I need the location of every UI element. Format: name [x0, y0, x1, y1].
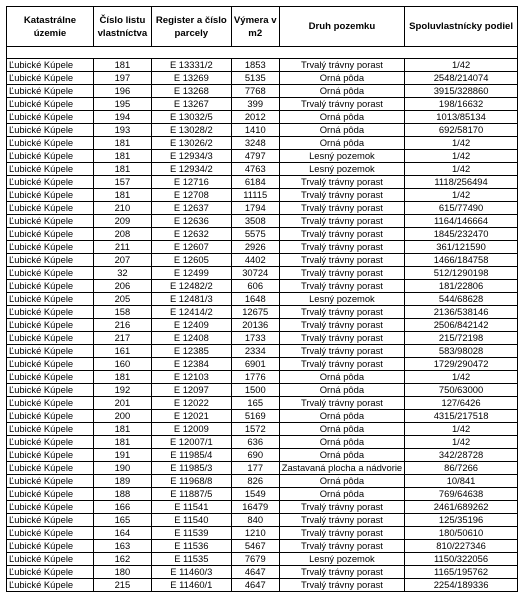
- table-row: [7, 189, 518, 202]
- cell-lv: 189: [93, 475, 151, 488]
- cell-druh: Trvalý trávny porast: [279, 579, 404, 592]
- cell-uzemie: Ľubické Kúpele: [7, 254, 94, 267]
- cell-uzemie: Ľubické Kúpele: [7, 202, 94, 215]
- cell-druh: Trvalý trávny porast: [279, 501, 404, 514]
- header-register: Register a číslo parcely: [151, 7, 231, 47]
- cell-druh: Trvalý trávny porast: [279, 306, 404, 319]
- header-uzemie: Katastrálne územie: [7, 7, 94, 47]
- cell-lv: 209: [93, 215, 151, 228]
- cell-druh: Trvalý trávny porast: [279, 189, 404, 202]
- cell-uzemie: Ľubické Kúpele: [7, 553, 94, 566]
- cell-register: E 12637: [151, 202, 231, 215]
- cell-uzemie: Ľubické Kúpele: [7, 501, 94, 514]
- cell-lv: 200: [93, 410, 151, 423]
- spacer-row: [7, 47, 518, 59]
- table-row: [7, 527, 518, 540]
- cell-vymera: 5169: [231, 410, 279, 423]
- cell-podiel: 2461/689262: [405, 501, 518, 514]
- cell-lv: 181: [93, 189, 151, 202]
- cell-uzemie: Ľubické Kúpele: [7, 358, 94, 371]
- cell-lv: 181: [93, 163, 151, 176]
- cell-druh: Trvalý trávny porast: [279, 98, 404, 111]
- cell-lv: 192: [93, 384, 151, 397]
- table-row: [7, 254, 518, 267]
- cell-register: E 12022: [151, 397, 231, 410]
- cell-register: E 12021: [151, 410, 231, 423]
- cell-register: E 12097: [151, 384, 231, 397]
- cell-podiel: 2548/214074: [405, 72, 518, 85]
- cell-lv: 166: [93, 501, 151, 514]
- cell-podiel: 1/42: [405, 150, 518, 163]
- cell-lv: 181: [93, 423, 151, 436]
- cell-druh: Trvalý trávny porast: [279, 254, 404, 267]
- cell-vymera: 20136: [231, 319, 279, 332]
- cell-uzemie: Ľubické Kúpele: [7, 527, 94, 540]
- cell-uzemie: Ľubické Kúpele: [7, 371, 94, 384]
- table-row: [7, 332, 518, 345]
- cell-uzemie: Ľubické Kúpele: [7, 85, 94, 98]
- cell-podiel: 1/42: [405, 59, 518, 72]
- cell-vymera: 12675: [231, 306, 279, 319]
- table-row: [7, 202, 518, 215]
- table-row: [7, 436, 518, 449]
- cell-podiel: 692/58170: [405, 124, 518, 137]
- cell-druh: Trvalý trávny porast: [279, 202, 404, 215]
- cell-register: E 12009: [151, 423, 231, 436]
- table-row: [7, 280, 518, 293]
- cell-register: E 13267: [151, 98, 231, 111]
- table-row: [7, 358, 518, 371]
- cell-uzemie: Ľubické Kúpele: [7, 293, 94, 306]
- cell-druh: Lesný pozemok: [279, 553, 404, 566]
- cell-uzemie: Ľubické Kúpele: [7, 345, 94, 358]
- cell-druh: Trvalý trávny porast: [279, 566, 404, 579]
- cell-uzemie: Ľubické Kúpele: [7, 59, 94, 72]
- cell-uzemie: Ľubické Kúpele: [7, 137, 94, 150]
- cell-lv: 205: [93, 293, 151, 306]
- cell-lv: 181: [93, 150, 151, 163]
- cell-register: E 13026/2: [151, 137, 231, 150]
- cell-druh: Trvalý trávny porast: [279, 319, 404, 332]
- cell-uzemie: Ľubické Kúpele: [7, 566, 94, 579]
- cell-druh: Orná pôda: [279, 111, 404, 124]
- cell-druh: Orná pôda: [279, 85, 404, 98]
- cell-podiel: 1118/256494: [405, 176, 518, 189]
- cell-uzemie: Ľubické Kúpele: [7, 215, 94, 228]
- cell-podiel: 1/42: [405, 163, 518, 176]
- cell-register: E 12103: [151, 371, 231, 384]
- cell-druh: Trvalý trávny porast: [279, 540, 404, 553]
- cell-lv: 215: [93, 579, 151, 592]
- cell-vymera: 690: [231, 449, 279, 462]
- cell-lv: 164: [93, 527, 151, 540]
- cell-lv: 181: [93, 59, 151, 72]
- cell-uzemie: Ľubické Kúpele: [7, 579, 94, 592]
- cell-druh: Trvalý trávny porast: [279, 345, 404, 358]
- cell-druh: Orná pôda: [279, 410, 404, 423]
- table-row: [7, 137, 518, 150]
- cell-register: E 12607: [151, 241, 231, 254]
- table-row: [7, 540, 518, 553]
- cell-podiel: 544/68628: [405, 293, 518, 306]
- cell-register: E 12408: [151, 332, 231, 345]
- cell-vymera: 3508: [231, 215, 279, 228]
- cell-podiel: 1150/322056: [405, 553, 518, 566]
- table-row: [7, 124, 518, 137]
- cell-register: E 11460/1: [151, 579, 231, 592]
- table-row: [7, 475, 518, 488]
- table-row: [7, 397, 518, 410]
- cell-lv: 208: [93, 228, 151, 241]
- cell-druh: Lesný pozemok: [279, 163, 404, 176]
- cell-register: E 11540: [151, 514, 231, 527]
- cell-lv: 197: [93, 72, 151, 85]
- cell-vymera: 5467: [231, 540, 279, 553]
- cell-druh: Trvalý trávny porast: [279, 358, 404, 371]
- cell-register: E 12482/2: [151, 280, 231, 293]
- cell-vymera: 1549: [231, 488, 279, 501]
- cell-vymera: 399: [231, 98, 279, 111]
- cell-lv: 191: [93, 449, 151, 462]
- cell-uzemie: Ľubické Kúpele: [7, 436, 94, 449]
- cell-lv: 160: [93, 358, 151, 371]
- cell-vymera: 2012: [231, 111, 279, 124]
- cell-podiel: 1466/184758: [405, 254, 518, 267]
- cell-lv: 180: [93, 566, 151, 579]
- cell-druh: Orná pôda: [279, 137, 404, 150]
- cell-register: E 12414/2: [151, 306, 231, 319]
- cell-druh: Orná pôda: [279, 449, 404, 462]
- cell-lv: 190: [93, 462, 151, 475]
- cell-podiel: 127/6426: [405, 397, 518, 410]
- cell-druh: Orná pôda: [279, 72, 404, 85]
- cell-druh: Orná pôda: [279, 475, 404, 488]
- cell-podiel: 3915/328860: [405, 85, 518, 98]
- cell-register: E 11968/8: [151, 475, 231, 488]
- cell-podiel: 1/42: [405, 189, 518, 202]
- header-row: [7, 7, 518, 47]
- table-row: [7, 98, 518, 111]
- cell-register: E 11535: [151, 553, 231, 566]
- cell-vymera: 1853: [231, 59, 279, 72]
- cell-podiel: 10/841: [405, 475, 518, 488]
- cell-uzemie: Ľubické Kúpele: [7, 241, 94, 254]
- cell-vymera: 11115: [231, 189, 279, 202]
- cell-register: E 12499: [151, 267, 231, 280]
- cell-vymera: 1733: [231, 332, 279, 345]
- cell-uzemie: Ľubické Kúpele: [7, 72, 94, 85]
- table-row: [7, 59, 518, 72]
- cell-druh: Trvalý trávny porast: [279, 332, 404, 345]
- cell-lv: 165: [93, 514, 151, 527]
- table-row: [7, 72, 518, 85]
- cell-lv: 157: [93, 176, 151, 189]
- header-vymera: Výmera v m2: [231, 7, 279, 47]
- cell-uzemie: Ľubické Kúpele: [7, 449, 94, 462]
- cell-podiel: 181/22806: [405, 280, 518, 293]
- cell-podiel: 1/42: [405, 371, 518, 384]
- cell-uzemie: Ľubické Kúpele: [7, 384, 94, 397]
- cell-druh: Trvalý trávny porast: [279, 176, 404, 189]
- header-druh: Druh pozemku: [279, 7, 404, 47]
- cell-lv: 193: [93, 124, 151, 137]
- cell-lv: 32: [93, 267, 151, 280]
- table-row: [7, 176, 518, 189]
- cell-druh: Trvalý trávny porast: [279, 59, 404, 72]
- cell-vymera: 3248: [231, 137, 279, 150]
- cell-register: E 12632: [151, 228, 231, 241]
- cell-vymera: 1410: [231, 124, 279, 137]
- table-row: [7, 306, 518, 319]
- table-row: [7, 111, 518, 124]
- cell-podiel: 1/42: [405, 436, 518, 449]
- cell-vymera: 5135: [231, 72, 279, 85]
- cell-druh: Orná pôda: [279, 423, 404, 436]
- cell-podiel: 1164/146664: [405, 215, 518, 228]
- cell-lv: 162: [93, 553, 151, 566]
- cell-lv: 196: [93, 85, 151, 98]
- cell-druh: Orná pôda: [279, 124, 404, 137]
- cell-podiel: 4315/217518: [405, 410, 518, 423]
- cell-register: E 13331/2: [151, 59, 231, 72]
- cell-uzemie: Ľubické Kúpele: [7, 176, 94, 189]
- cell-lv: 181: [93, 371, 151, 384]
- table-row: [7, 345, 518, 358]
- cell-vymera: 1210: [231, 527, 279, 540]
- cell-druh: Trvalý trávny porast: [279, 267, 404, 280]
- cell-uzemie: Ľubické Kúpele: [7, 189, 94, 202]
- table-row: [7, 410, 518, 423]
- cell-podiel: 86/7266: [405, 462, 518, 475]
- header-podiel: Spoluvlastnícky podiel: [405, 7, 518, 47]
- cell-podiel: 2136/538146: [405, 306, 518, 319]
- cell-vymera: 4763: [231, 163, 279, 176]
- cell-register: E 12934/2: [151, 163, 231, 176]
- cell-podiel: 1845/232470: [405, 228, 518, 241]
- cell-vymera: 826: [231, 475, 279, 488]
- cell-register: E 13269: [151, 72, 231, 85]
- cell-vymera: 4647: [231, 566, 279, 579]
- cell-druh: Orná pôda: [279, 488, 404, 501]
- cell-druh: Orná pôda: [279, 371, 404, 384]
- cell-lv: 181: [93, 436, 151, 449]
- cell-lv: 158: [93, 306, 151, 319]
- cell-druh: Trvalý trávny porast: [279, 397, 404, 410]
- cell-lv: 211: [93, 241, 151, 254]
- cell-register: E 12385: [151, 345, 231, 358]
- cell-uzemie: Ľubické Kúpele: [7, 423, 94, 436]
- cell-uzemie: Ľubické Kúpele: [7, 306, 94, 319]
- cell-vymera: 177: [231, 462, 279, 475]
- cell-druh: Trvalý trávny porast: [279, 280, 404, 293]
- parcel-table: [6, 6, 518, 592]
- cell-uzemie: Ľubické Kúpele: [7, 319, 94, 332]
- cell-vymera: 165: [231, 397, 279, 410]
- cell-uzemie: Ľubické Kúpele: [7, 475, 94, 488]
- cell-podiel: 583/98028: [405, 345, 518, 358]
- cell-podiel: 2254/189336: [405, 579, 518, 592]
- cell-druh: Trvalý trávny porast: [279, 527, 404, 540]
- table-row: [7, 293, 518, 306]
- cell-druh: Zastavaná plocha a nádvorie: [279, 462, 404, 475]
- cell-register: E 12481/3: [151, 293, 231, 306]
- cell-podiel: 180/50610: [405, 527, 518, 540]
- cell-vymera: 6901: [231, 358, 279, 371]
- cell-podiel: 215/72198: [405, 332, 518, 345]
- cell-register: E 12708: [151, 189, 231, 202]
- cell-druh: Trvalý trávny porast: [279, 514, 404, 527]
- cell-vymera: 7679: [231, 553, 279, 566]
- cell-uzemie: Ľubické Kúpele: [7, 163, 94, 176]
- cell-lv: 188: [93, 488, 151, 501]
- table-row: [7, 215, 518, 228]
- cell-vymera: 5575: [231, 228, 279, 241]
- cell-uzemie: Ľubické Kúpele: [7, 228, 94, 241]
- cell-podiel: 1729/290472: [405, 358, 518, 371]
- cell-podiel: 342/28728: [405, 449, 518, 462]
- cell-vymera: 636: [231, 436, 279, 449]
- cell-lv: 163: [93, 540, 151, 553]
- cell-vymera: 7768: [231, 85, 279, 98]
- cell-uzemie: Ľubické Kúpele: [7, 280, 94, 293]
- cell-podiel: 125/35196: [405, 514, 518, 527]
- cell-lv: 161: [93, 345, 151, 358]
- cell-uzemie: Ľubické Kúpele: [7, 111, 94, 124]
- cell-register: E 11985/3: [151, 462, 231, 475]
- table-row: [7, 579, 518, 592]
- cell-druh: Trvalý trávny porast: [279, 215, 404, 228]
- table-row: [7, 488, 518, 501]
- table-row: [7, 462, 518, 475]
- cell-podiel: 1013/85134: [405, 111, 518, 124]
- cell-uzemie: Ľubické Kúpele: [7, 462, 94, 475]
- cell-register: E 13028/2: [151, 124, 231, 137]
- table-row: [7, 423, 518, 436]
- cell-uzemie: Ľubické Kúpele: [7, 124, 94, 137]
- cell-podiel: 512/1290198: [405, 267, 518, 280]
- cell-vymera: 2926: [231, 241, 279, 254]
- cell-uzemie: Ľubické Kúpele: [7, 332, 94, 345]
- cell-lv: 206: [93, 280, 151, 293]
- table-row: [7, 228, 518, 241]
- cell-vymera: 1776: [231, 371, 279, 384]
- cell-podiel: 750/63000: [405, 384, 518, 397]
- cell-druh: Orná pôda: [279, 384, 404, 397]
- cell-vymera: 1572: [231, 423, 279, 436]
- cell-vymera: 6184: [231, 176, 279, 189]
- table-row: [7, 449, 518, 462]
- cell-uzemie: Ľubické Kúpele: [7, 540, 94, 553]
- table-row: [7, 566, 518, 579]
- cell-register: E 12934/3: [151, 150, 231, 163]
- cell-podiel: 1/42: [405, 137, 518, 150]
- cell-vymera: 4402: [231, 254, 279, 267]
- cell-uzemie: Ľubické Kúpele: [7, 488, 94, 501]
- cell-podiel: 2506/842142: [405, 319, 518, 332]
- cell-druh: Lesný pozemok: [279, 293, 404, 306]
- cell-register: E 12716: [151, 176, 231, 189]
- cell-uzemie: Ľubické Kúpele: [7, 267, 94, 280]
- cell-lv: 217: [93, 332, 151, 345]
- table-row: [7, 553, 518, 566]
- cell-uzemie: Ľubické Kúpele: [7, 397, 94, 410]
- cell-lv: 194: [93, 111, 151, 124]
- cell-lv: 207: [93, 254, 151, 267]
- cell-register: E 11985/4: [151, 449, 231, 462]
- cell-vymera: 2334: [231, 345, 279, 358]
- cell-uzemie: Ľubické Kúpele: [7, 98, 94, 111]
- table-row: [7, 501, 518, 514]
- table-row: [7, 150, 518, 163]
- cell-vymera: 30724: [231, 267, 279, 280]
- cell-vymera: 1500: [231, 384, 279, 397]
- cell-vymera: 840: [231, 514, 279, 527]
- cell-lv: 181: [93, 137, 151, 150]
- cell-uzemie: Ľubické Kúpele: [7, 150, 94, 163]
- cell-vymera: 1648: [231, 293, 279, 306]
- table-row: [7, 384, 518, 397]
- table-row: [7, 241, 518, 254]
- cell-podiel: 1/42: [405, 423, 518, 436]
- cell-lv: 201: [93, 397, 151, 410]
- table-row: [7, 319, 518, 332]
- table-row: [7, 267, 518, 280]
- cell-lv: 216: [93, 319, 151, 332]
- table-row: [7, 514, 518, 527]
- cell-uzemie: Ľubické Kúpele: [7, 410, 94, 423]
- cell-lv: 210: [93, 202, 151, 215]
- cell-druh: Lesný pozemok: [279, 150, 404, 163]
- cell-register: E 12409: [151, 319, 231, 332]
- cell-vymera: 606: [231, 280, 279, 293]
- cell-register: E 11539: [151, 527, 231, 540]
- cell-podiel: 615/77490: [405, 202, 518, 215]
- cell-register: E 12636: [151, 215, 231, 228]
- table-row: [7, 85, 518, 98]
- cell-register: E 11887/5: [151, 488, 231, 501]
- cell-register: E 13032/5: [151, 111, 231, 124]
- cell-uzemie: Ľubické Kúpele: [7, 514, 94, 527]
- cell-vymera: 4647: [231, 579, 279, 592]
- cell-register: E 12007/1: [151, 436, 231, 449]
- table-row: [7, 371, 518, 384]
- cell-podiel: 198/16632: [405, 98, 518, 111]
- table-row: [7, 163, 518, 176]
- cell-register: E 12605: [151, 254, 231, 267]
- cell-druh: Trvalý trávny porast: [279, 228, 404, 241]
- cell-podiel: 1165/195762: [405, 566, 518, 579]
- cell-podiel: 810/227346: [405, 540, 518, 553]
- cell-register: E 12384: [151, 358, 231, 371]
- cell-register: E 11536: [151, 540, 231, 553]
- cell-podiel: 769/64638: [405, 488, 518, 501]
- cell-druh: Orná pôda: [279, 436, 404, 449]
- cell-register: E 11460/3: [151, 566, 231, 579]
- spacer-cell: [7, 47, 518, 59]
- cell-vymera: 4797: [231, 150, 279, 163]
- cell-lv: 195: [93, 98, 151, 111]
- cell-register: E 11541: [151, 501, 231, 514]
- cell-druh: Trvalý trávny porast: [279, 241, 404, 254]
- cell-vymera: 16479: [231, 501, 279, 514]
- header-lv: Číslo listu vlastníctva: [93, 7, 151, 47]
- cell-podiel: 361/121590: [405, 241, 518, 254]
- cell-register: E 13268: [151, 85, 231, 98]
- cell-vymera: 1794: [231, 202, 279, 215]
